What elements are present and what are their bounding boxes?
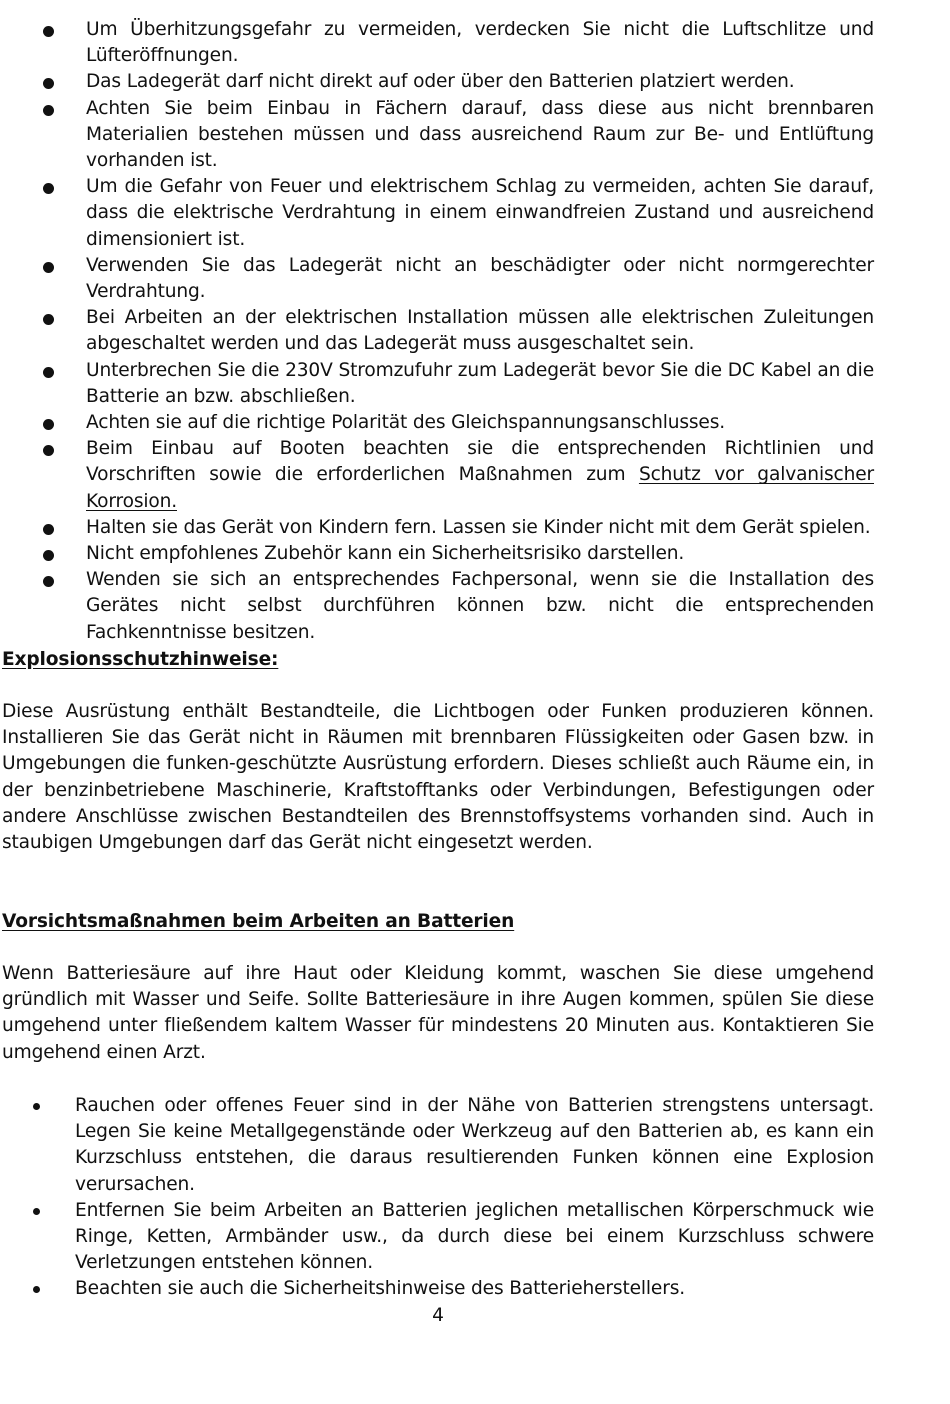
list-item <box>86 253 874 305</box>
page-number: 4 <box>432 1305 444 1326</box>
bullet-icon <box>43 550 54 561</box>
list-item-text: Achten Sie beim Einbau in Fächern darauf, dass diese aus nicht brennbaren Materialien bestehen müssen und dass ausreichend Raum zur Be- und Entlüftung vorhanden ist. <box>86 97 874 172</box>
list-item <box>86 174 874 253</box>
bullet-icon <box>43 262 54 273</box>
list-item-text: Um Überhitzungsgefahr zu vermeiden, verdecken Sie nicht die Luftschlitze und Lüfteröffnungen. <box>86 19 874 67</box>
list-item-text: Achten sie auf die richtige Polarität des Gleichspannungsanschlusses. <box>86 412 726 434</box>
battery-precautions-list <box>75 1093 874 1303</box>
galvanic-corrosion-link[interactable]: Schutz vor galvanischer Korrosion. <box>86 464 874 512</box>
bullet-icon <box>43 78 54 89</box>
list-item-text: Bei Arbeiten an der elektrischen Installation müssen alle elektrischen Zuleitungen abgeschaltet werden und das Ladegerät muss ausgeschaltet sein. <box>86 307 874 355</box>
list-item-text: Entfernen Sie beim Arbeiten an Batterien jeglichen metallischen Körperschmuck wie Ringe, Ketten, Armbänder usw., da durch diese bei einem Kurzschluss schwere Verletzungen entstehen können. <box>75 1199 874 1274</box>
list-item-text: Das Ladegerät darf nicht direkt auf oder über den Batterien platziert werden. <box>86 71 795 93</box>
list-item-text: Um die Gefahr von Feuer und elektrischem Schlag zu vermeiden, achten Sie darauf, dass die elektrische Verdrahtung in einem einwandfreien Zustand und ausreichend dimensioniert ist. <box>86 176 874 250</box>
list-item <box>86 567 874 646</box>
list-item-text: Unterbrechen Sie die 230V Stromzufuhr zum Ladegerät bevor Sie die DC Kabel an die Batterie an bzw. abschließen. <box>86 359 874 407</box>
list-item-text: Nicht empfohlenes Zubehör kann ein Sicherheitsrisiko darstellen. <box>86 543 685 565</box>
list-item-text: Wenden sie sich an entsprechendes Fachpersonal, wenn sie die Installation des Gerätes nicht selbst durchführen können bzw. nicht die entsprechenden Fachkenntnisse besitzen. <box>86 569 874 643</box>
bullet-icon <box>43 26 54 37</box>
safety-instructions-list <box>86 17 874 646</box>
bullet-icon <box>43 576 54 587</box>
list-item <box>86 305 874 357</box>
list-item <box>86 410 874 436</box>
explosion-protection-heading: Explosionsschutzhinweise: <box>2 649 279 670</box>
bullet-icon <box>43 419 54 430</box>
list-item <box>86 96 874 175</box>
list-item <box>86 358 874 410</box>
list-item-text: Beim Einbau auf Booten beachten sie die entsprechenden Richtlinien und Vorschriften sowie die erforderlichen Maßnahmen zum <box>86 438 874 486</box>
battery-precautions-heading: Vorsichtsmaßnahmen beim Arbeiten an Batterien <box>2 911 515 932</box>
list-item <box>75 1276 874 1302</box>
bullet-icon <box>43 314 54 325</box>
list-item-text: Verwenden Sie das Ladegerät nicht an beschädigter oder nicht normgerechter Verdrahtung. <box>86 254 874 303</box>
bullet-icon <box>43 183 54 194</box>
bullet-icon <box>43 445 54 456</box>
bullet-icon <box>33 1286 40 1293</box>
list-item-text: Halten sie das Gerät von Kindern fern. Lassen sie Kinder nicht mit dem Gerät spielen. <box>86 516 871 538</box>
list-item <box>75 1198 874 1277</box>
bullet-icon <box>43 524 54 535</box>
bullet-icon <box>43 105 54 116</box>
list-item-text: Beachten sie auch die Sicherheitshinweise des Batterieherstellers. <box>75 1278 685 1300</box>
list-item <box>86 436 874 515</box>
list-item <box>86 69 874 95</box>
list-item <box>86 515 874 541</box>
list-item-text: Rauchen oder offenes Feuer sind in der Nähe von Batterien strengstens untersagt. Legen Sie keine Metallgegenstände oder Werkzeug auf den Batterien ab, es kann ein Kurzschluss entstehen, die daraus resultierenden Funken können eine Explosion verursachen. <box>75 1095 874 1195</box>
bullet-icon <box>33 1208 40 1215</box>
list-item <box>75 1093 874 1198</box>
bullet-icon <box>33 1103 40 1110</box>
battery-precautions-paragraph: Wenn Batteriesäure auf ihre Haut oder Kleidung kommt, waschen Sie diese umgehend gründlich mit Wasser und Seife. Sollte Batteriesäure in ihre Augen kommen, spülen Sie diese umgehend unter fließendem kaltem Wasser für mindestens 20 Minuten aus. Kontaktieren Sie umgehend einen Arzt. <box>2 963 874 1063</box>
bullet-icon <box>43 367 54 378</box>
list-item <box>86 541 874 567</box>
list-item <box>86 17 874 69</box>
explosion-protection-paragraph: Diese Ausrüstung enthält Bestandteile, die Lichtbogen oder Funken produzieren können. Installieren Sie das Gerät nicht in Räumen mit brennbaren Flüssigkeiten oder Gasen bzw. in Umgebungen die funken-geschützte Ausrüstung erfordern. Dieses schließt auch Räume ein, in der benzinbetriebene Maschinerie, Kraftstofftanks oder Verbindungen, Befestigungen oder andere Anschlüsse zwischen Bestandteilen des Brennstoffsystems vorhanden sind. Auch in staubigen Umgebungen darf das Gerät nicht eingesetzt werden. <box>2 701 874 854</box>
